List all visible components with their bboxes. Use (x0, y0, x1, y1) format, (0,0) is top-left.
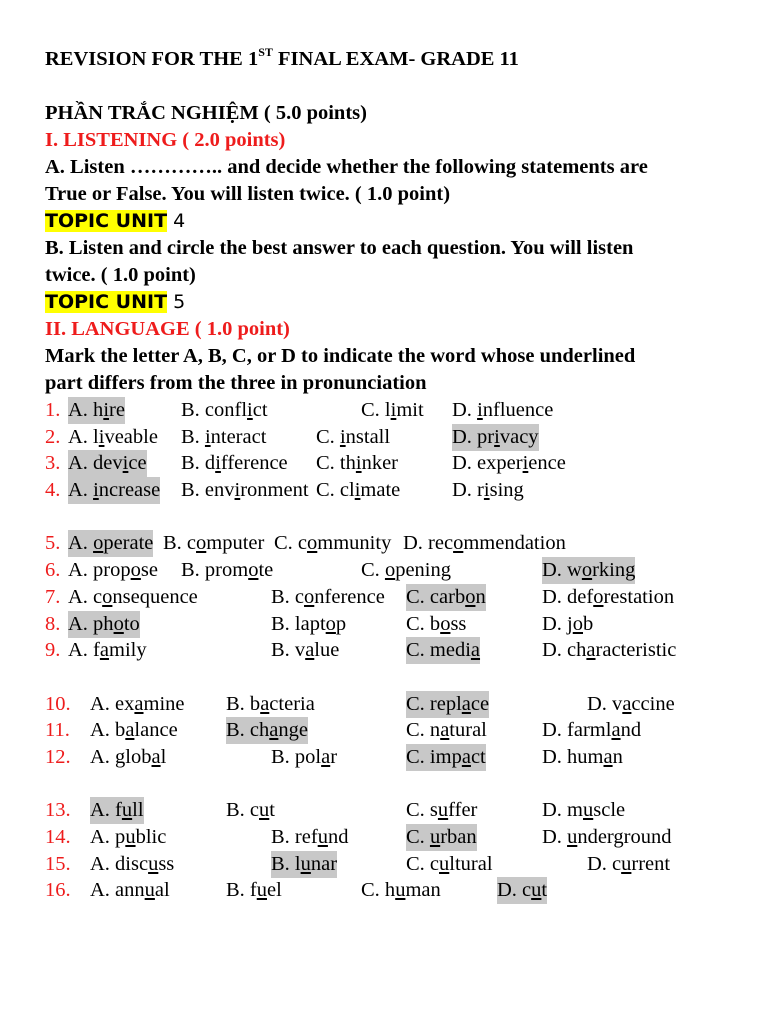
answer-option-d[interactable]: D. influence (452, 399, 554, 421)
underlined-letter: a (461, 745, 471, 768)
title-text: REVISION FOR THE 1 (45, 48, 259, 70)
answer-option-a[interactable]: A. photo (68, 611, 140, 638)
question-number: 14. (45, 826, 71, 848)
question-row (45, 424, 745, 451)
answer-option-b[interactable]: B. value (271, 639, 340, 662)
answer-option-c[interactable]: C. thinker (316, 452, 399, 475)
underlined-letter: o (453, 532, 464, 555)
answer-option-c[interactable]: C. community (274, 532, 392, 555)
answer-option-a[interactable]: A. consequence (68, 585, 198, 608)
answer-option-c[interactable]: C. suffer (406, 799, 478, 822)
underlined-letter: u (256, 879, 267, 902)
question-number: 7. (45, 585, 61, 608)
answer-option-d[interactable]: D. human (542, 745, 623, 768)
answer-option-b[interactable]: B. conflict (181, 399, 268, 421)
underlined-letter: i (215, 452, 221, 475)
underlined-letter: i (477, 399, 483, 421)
answer-option-d[interactable]: D. underground (542, 826, 672, 848)
question-number: 15. (45, 852, 71, 875)
answer-option-d[interactable]: D. deforestation (542, 585, 675, 608)
underlined-letter: a (321, 745, 331, 768)
question-row (45, 611, 745, 638)
answer-option-b[interactable]: B. conference (271, 585, 385, 608)
answer-option-b[interactable]: B. lunar (271, 851, 337, 878)
underlined-letter: i (204, 425, 211, 448)
underlined-letter: u (583, 799, 594, 822)
answer-option-a[interactable]: A. propose (68, 559, 158, 582)
underlined-letter: u (437, 799, 449, 822)
answer-option-b[interactable]: B. interact (181, 425, 267, 448)
question-row (45, 797, 745, 824)
answer-option-a[interactable]: A. global (90, 745, 167, 768)
underlined-letter: i (93, 479, 99, 502)
answer-option-b[interactable]: B. difference (181, 452, 288, 475)
question-list (45, 397, 745, 904)
underlined-letter: o (102, 585, 113, 608)
question-number: 10. (45, 692, 71, 715)
answer-option-d[interactable]: D. current (587, 852, 671, 875)
answer-option-c[interactable]: C. media (406, 637, 480, 664)
question-number: 9. (45, 639, 61, 662)
answer-option-d[interactable]: D. farmland (542, 719, 642, 742)
answer-option-d[interactable]: D. recommendation (403, 532, 566, 555)
listening-heading: I. LISTENING ( 2.0 points) (45, 129, 286, 151)
answer-option-c[interactable]: C. human (361, 879, 441, 902)
answer-option-a[interactable]: A. discuss (90, 852, 175, 875)
question-row (45, 397, 745, 424)
underlined-letter: u (144, 879, 155, 902)
answer-option-a[interactable]: A. examine (90, 692, 185, 715)
question-number: 5. (45, 532, 61, 555)
underlined-letter: u (621, 852, 632, 875)
underlined-letter: o (581, 559, 593, 582)
underlined-letter: u (317, 826, 328, 848)
answer-option-d[interactable]: D. job (542, 612, 594, 635)
answer-option-a[interactable]: A. public (90, 826, 167, 848)
underlined-letter: u (429, 826, 441, 848)
question-number: 8. (45, 612, 61, 635)
underlined-letter: o (307, 532, 318, 555)
answer-option-d[interactable]: D. privacy (452, 424, 539, 451)
answer-option-d[interactable]: D. experience (452, 452, 566, 475)
language-instruction-line-2: part differs from the three in pronunciation (45, 372, 427, 394)
answer-option-b[interactable]: B. cut (226, 799, 275, 822)
underlined-letter: i (103, 399, 110, 421)
answer-option-d[interactable]: D. cut (497, 877, 547, 904)
listening-b-line-1: B. Listen and circle the best answer to each question. You will listen (45, 237, 634, 259)
underlined-letter: a (260, 692, 270, 715)
language-instruction-line-1: Mark the letter A, B, C, or D to indicate the word whose underlined (45, 345, 636, 367)
answer-option-b[interactable]: B. laptop (271, 612, 347, 635)
underlined-letter: i (247, 399, 253, 421)
answer-option-b[interactable]: B. polar (271, 745, 338, 768)
question-number: 11. (45, 719, 70, 742)
answer-option-c[interactable]: C. carbon (406, 584, 486, 611)
question-row (45, 477, 745, 504)
answer-option-c[interactable]: C. replace (406, 691, 489, 718)
question-row (45, 824, 745, 851)
question-number: 16. (45, 879, 71, 902)
answer-option-c[interactable]: C. limit (361, 399, 424, 421)
underlined-letter: u (148, 852, 159, 875)
underlined-letter: a (611, 719, 621, 742)
underlined-letter: a (125, 719, 135, 742)
underlined-letter: o (93, 532, 104, 555)
underlined-letter: i (522, 452, 529, 475)
answer-option-d[interactable]: D. rising (452, 479, 524, 502)
answer-option-b[interactable]: B. refund (271, 826, 349, 848)
question-row (45, 584, 745, 611)
answer-option-a[interactable]: A. increase (68, 477, 160, 504)
answer-option-a[interactable]: A. liveable (68, 425, 158, 448)
question-number: 6. (45, 559, 61, 582)
answer-option-c[interactable]: C. opening (361, 559, 451, 582)
underlined-letter: o (465, 585, 476, 608)
underlined-letter: o (130, 559, 141, 582)
underlined-letter: a (461, 692, 471, 715)
topic-unit-5: TOPIC UNIT 5 (45, 291, 186, 313)
answer-option-c[interactable]: C. urban (406, 824, 477, 851)
underlined-letter: a (99, 639, 109, 662)
underlined-letter: i (234, 479, 241, 502)
underlined-letter: a (151, 745, 161, 768)
question-number: 13. (45, 799, 71, 822)
answer-option-b[interactable]: B. environment (181, 479, 309, 502)
question-number: 1. (45, 399, 61, 421)
answer-option-a[interactable]: A. balance (90, 719, 178, 742)
underlined-letter: o (440, 612, 451, 635)
answer-option-c[interactable]: C. cultural (406, 852, 493, 875)
answer-option-a[interactable]: A. family (68, 639, 147, 662)
title-text-end: FINAL EXAM- GRADE 11 (272, 48, 519, 70)
answer-option-b[interactable]: B. promote (181, 559, 274, 582)
question-row (45, 717, 745, 744)
underlined-letter: u (531, 879, 542, 902)
underlined-letter: u (259, 799, 270, 822)
underlined-letter: o (304, 585, 315, 608)
part-heading: PHẦN TRẮC NGHIỆM ( 5.0 points) (45, 102, 367, 124)
underlined-letter: i (355, 452, 362, 475)
answer-option-a[interactable]: A. hire (68, 397, 125, 424)
underlined-letter: u (300, 852, 311, 875)
question-row (45, 450, 745, 477)
underlined-letter: a (269, 719, 279, 742)
underlined-letter: o (384, 559, 396, 582)
underlined-letter: u (439, 852, 450, 875)
answer-option-a[interactable]: A. device (68, 450, 147, 477)
question-number: 4. (45, 479, 61, 502)
underlined-letter: a (603, 745, 613, 768)
answer-option-d[interactable]: D. characteristic (542, 639, 677, 662)
underlined-letter: o (196, 532, 207, 555)
language-heading: II. LANGUAGE ( 1.0 point) (45, 318, 290, 340)
underlined-letter: u (567, 826, 578, 848)
answer-option-b[interactable]: B. change (226, 717, 308, 744)
question-row (45, 637, 745, 664)
underlined-letter: i (483, 479, 490, 502)
underlined-letter: o (572, 612, 583, 635)
listening-a-line-1: A. Listen ………….. and decide whether the following statements are (45, 156, 648, 178)
question-row (45, 744, 745, 771)
answer-option-c[interactable]: C. boss (406, 612, 467, 635)
underlined-letter: a (622, 692, 632, 715)
underlined-letter: o (325, 612, 336, 635)
underlined-letter: a (305, 639, 315, 662)
question-row (45, 691, 745, 718)
underlined-letter: a (470, 639, 481, 662)
answer-option-d[interactable]: D. vaccine (587, 692, 675, 715)
underlined-letter: o (593, 585, 604, 608)
underlined-letter: o (113, 612, 124, 635)
underlined-letter: i (494, 425, 500, 448)
answer-option-a[interactable]: A. full (90, 797, 144, 824)
underlined-letter: i (122, 452, 129, 475)
underlined-letter: a (586, 639, 596, 662)
underlined-letter: o (248, 559, 259, 582)
question-row (45, 530, 745, 557)
question-row (45, 877, 745, 904)
answer-option-c[interactable]: C. install (316, 425, 391, 448)
underlined-letter: u (121, 799, 133, 822)
question-number: 12. (45, 745, 71, 768)
underlined-letter: u (395, 879, 406, 902)
answer-option-a[interactable]: A. annual (90, 879, 170, 902)
underlined-letter: i (354, 479, 361, 502)
answer-option-c[interactable]: C. impact (406, 744, 486, 771)
underlined-letter: i (98, 425, 105, 448)
question-number: 2. (45, 425, 61, 448)
answer-option-b[interactable]: B. fuel (226, 879, 282, 902)
answer-option-d[interactable]: D. working (542, 557, 635, 584)
answer-option-c[interactable]: C. natural (406, 719, 487, 742)
question-number: 3. (45, 452, 61, 475)
underlined-letter: a (440, 719, 450, 742)
answer-option-d[interactable]: D. muscle (542, 799, 626, 822)
question-row (45, 851, 745, 878)
underlined-letter: u (125, 826, 136, 848)
underlined-letter: i (390, 399, 397, 421)
title-superscript: ST (258, 45, 273, 59)
listening-a-line-2: True or False. You will listen twice. ( 1.0 point) (45, 183, 451, 205)
topic-unit-4: TOPIC UNIT 4 (45, 210, 186, 232)
answer-option-c[interactable]: C. climate (316, 479, 401, 502)
question-row (45, 557, 745, 584)
listening-b-line-2: twice. ( 1.0 point) (45, 264, 196, 286)
document-title (45, 46, 745, 73)
underlined-letter: a (134, 692, 144, 715)
answer-option-b[interactable]: B. computer (163, 532, 265, 555)
underlined-letter: i (339, 425, 346, 448)
document (45, 46, 745, 904)
answer-option-a[interactable]: A. operate (68, 530, 153, 557)
answer-option-b[interactable]: B. bacteria (226, 692, 315, 715)
